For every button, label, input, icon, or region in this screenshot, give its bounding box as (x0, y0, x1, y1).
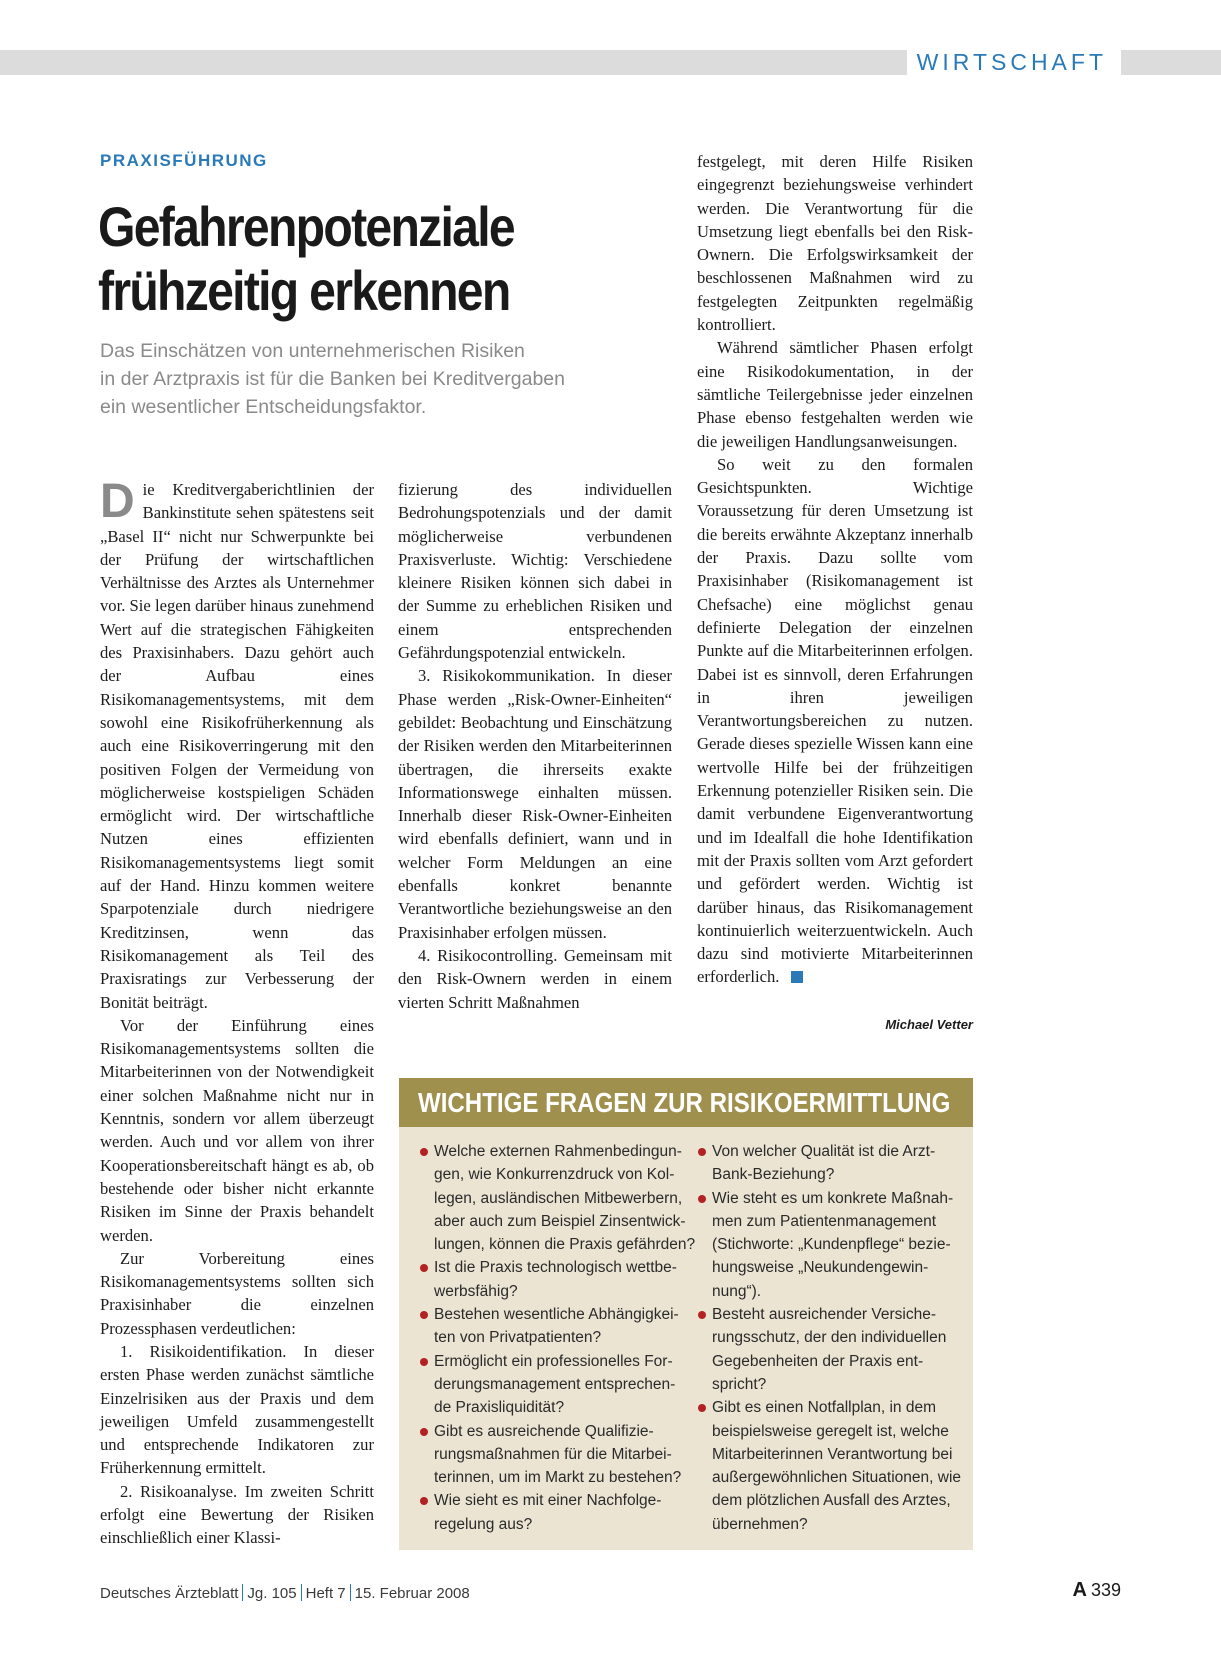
question-item (697, 1303, 959, 1396)
end-mark-icon (791, 971, 803, 983)
question-line: ten von Privatpatienten? (434, 1329, 602, 1347)
question-line: regelung aus? (434, 1515, 533, 1533)
journal-volume: Jg. 105 (247, 1585, 297, 1602)
footer-separator (350, 1584, 351, 1601)
question-line: legen, ausländischen Mitbewerbern, (434, 1189, 683, 1207)
bullet-icon (420, 1358, 428, 1366)
footer-separator (301, 1584, 302, 1601)
question-line: beispielsweise geregelt ist, welche (712, 1422, 949, 1440)
question-item (419, 1303, 681, 1350)
question-item (697, 1187, 959, 1303)
question-line: rungsschutz, der den individuellen (712, 1329, 947, 1347)
question-line: derungsmanagement entsprechen- (434, 1375, 676, 1393)
headline-line: frühzeitig erkennen (98, 259, 510, 322)
question-line: nung“). (712, 1282, 762, 1300)
question-item (419, 1256, 681, 1303)
body-paragraph: 4. Risikocontrolling. Gemeinsam mit den Risk-Ownern werden in einem vierten Schritt Maßnahmen (398, 945, 672, 1012)
questions-left-column (419, 1140, 696, 1536)
body-paragraph: 1. Risikoidentifikation. In dieser ersten Phase werden zunächst sämtliche Einzelrisiken aus der Praxis und dem jeweiligen Umfeld zusammengestellt und entsprechende Indikatoren zur Früherkennung ermittelt. (100, 1341, 374, 1478)
bullet-icon (698, 1311, 706, 1319)
body-column-1 (100, 475, 374, 1550)
footer-citation (100, 1584, 470, 1602)
question-line: Wie sieht es mit einer Nachfolge- (434, 1492, 662, 1510)
question-line: Ermöglicht ein professionelles For- (434, 1352, 673, 1370)
drop-cap: D (100, 475, 135, 528)
bullet-icon (698, 1148, 706, 1156)
question-line: Gibt es einen Notfallplan, in dem (712, 1399, 937, 1417)
section-label: WIRTSCHAFT (907, 46, 1121, 78)
article-kicker: PRAXISFÜHRUNG (100, 151, 268, 170)
question-line: Gibt es ausreichende Qualifizie- (434, 1422, 654, 1440)
author-byline: Michael Vetter (885, 1017, 973, 1032)
body-column-3 (697, 150, 973, 989)
body-paragraph: Vor der Einführung eines Risikomanagementsystems sollten die Mitarbeiterinnen von der Notwendigkeit einer solchen Maßnahme nicht nur in Kenntnis, sondern vor allem überzeugt werden. Auch und vor allem von ihrer Kooperationsbereitschaft hängt es ab, ob bestehende oder bisher nicht erkannte Risiken im Sinne der Praxis behandelt werden. (100, 1015, 374, 1245)
body-paragraph: festgelegt, mit deren Hilfe Risiken eingegrenzt beziehungsweise verhindert werden. Die Verantwortung für die Umsetzung liegt ebenfalls bei den Risk-Ownern. Die Erfolgswirksamkeit der beschlossenen Maßnahmen wird zu festgelegten Zeitpunkten regelmäßig kontrolliert. (697, 152, 973, 335)
question-line: Ist die Praxis technologisch wettbe- (434, 1259, 677, 1277)
headline-line: Gefahrenpotenziale (98, 195, 514, 258)
page-number: A 339 (1072, 1579, 1121, 1601)
bullet-icon (420, 1148, 428, 1156)
bullet-icon (698, 1404, 706, 1412)
question-line: lungen, können die Praxis gefährden? (434, 1236, 696, 1254)
article-deck (100, 337, 660, 421)
body-paragraph: Während sämtlicher Phasen erfolgt eine Risikodokumentation, in der sämtliche Teilergebnisse jeder einzelnen Phase ebenso festgehalten werden wie die jeweiligen Handlungsanweisungen. (697, 338, 973, 451)
journal-name: Deutsches Ärzteblatt (100, 1585, 239, 1602)
bullet-icon (420, 1311, 428, 1319)
body-column-2 (398, 478, 672, 1014)
question-line: außergewöhnlichen Situationen, wie (712, 1469, 962, 1487)
article-headline (98, 195, 580, 323)
bullet-icon (698, 1195, 706, 1203)
deck-line: Das Einschätzen von unternehmerischen Risiken (100, 340, 525, 362)
questions-right-column (697, 1140, 962, 1536)
question-item (419, 1489, 681, 1536)
deck-line: in der Arztpraxis ist für die Banken bei Kreditvergaben (100, 368, 566, 390)
body-paragraph: 2. Risikoanalyse. Im zweiten Schritt erfolgt eine Bewertung der Risiken einschließlich einer Klassi- (100, 1481, 374, 1548)
question-item (697, 1396, 962, 1536)
question-item (419, 1140, 696, 1256)
deck-line: ein wesentlicher Entscheidungsfaktor. (100, 396, 427, 418)
body-paragraph: fizierung des individuellen Bedrohungspotenzials und der damit möglicherweise verbundenen Praxisverluste. Wichtig: Verschiedene kleinere Risiken können sich dabei in der Summe zu erheblichen Risiken und einem entsprechenden Gefährdungspotenzial entwickeln. (398, 480, 672, 663)
body-paragraph: Zur Vorbereitung eines Risikomanagementsystems sollten sich Praxisinhaber die einzelnen Prozessphasen verdeutlichen: (100, 1248, 374, 1338)
body-paragraph: Die Kreditvergaberichtlinien der Bankinstitute sehen spätestens seit „Basel II“ nicht nur Schwerpunkte bei der Prüfung der wirtschaftlichen Verhältnisse des Arztes als Unternehmer vor. Sie legen darüber hinaus zunehmend Wert auf die strategischen Fähigkeiten des Praxisinhabers. Dazu gehört auch der Aufbau eines Risikomanagementsystems, mit dem sowohl eine Risikofrüherkennung als auch eine Risikoverringerung mit den positiven Folgen der Vermeidung von möglicherweise kostspieligen Schäden ermöglicht wird. Der wirtschaftliche Nutzen eines effizienten Risikomanagementsystems liegt somit auf der Hand. Hinzu kommen weitere Sparpotenziale durch niedrigere Kreditzinsen, wenn das Risikomanagement als Teil des Praxisratings zur Verbesserung der Bonität beiträgt. (100, 475, 374, 1012)
question-line: aber auch zum Beispiel Zinsentwick- (434, 1212, 686, 1230)
bullet-icon (420, 1497, 428, 1505)
question-item (697, 1140, 959, 1187)
body-paragraph: So weit zu den formalen Gesichtspunkten. Wichtige Voraussetzung für deren Umsetzung ist die bereits erwähnte Akzeptanz innerhalb der Praxis. Dazu sollte vom Praxisinhaber (Risikomanagement ist Chefsache) eine möglichst genau definierte Delegation der einzelnen Punkte auf die Mitarbeiterinnen erfolgen. Dabei ist es sinnvoll, deren Erfahrungen in ihren jeweiligen Verantwortungsbereichen zu nutzen. Gerade dieses spezielle Wissen kann eine wertvolle Hilfe bei der frühzeitigen Erkennung potenzieller Risiken sein. Die damit verbundene Eigenverantwortung und im Idealfall die hohe Identifikation mit der Praxis sollten vom Arzt gefordert und gefördert werden. Wichtig ist darüber hinaus, das Risikomanagement kontinuierlich weiterzuentwickeln. Auch dazu sind motivierte Mitarbeiterinnen erforderlich. (697, 454, 973, 987)
question-item (419, 1350, 681, 1420)
question-line: Wie steht es um konkrete Maßnah- (712, 1189, 954, 1207)
question-line: Gegebenheiten der Praxis ent- (712, 1352, 924, 1370)
question-line: terinnen, um im Markt zu bestehen? (434, 1469, 682, 1487)
question-line: Bank-Beziehung? (712, 1166, 835, 1184)
question-line: hungsweise „Neukundengewin- (712, 1259, 929, 1277)
question-line: Von welcher Qualität ist die Arzt- (712, 1143, 936, 1160)
body-paragraph: 3. Risikokommunikation. In dieser Phase werden „Risk-Owner-Einheiten“ gebildet: Beobachtung und Einschätzung der Risiken werden den Mitarbeiterinnen übertragen, die ihrerseits exakte Informationswege einhalten müssen. Innerhalb dieser Risk-Owner-Einheiten wird ebenfalls definiert, wann und in welcher Form Meldungen an eine ebenfalls konkret benannte Verantwortliche beziehungsweise an den Praxisinhaber erfolgen müssen. (398, 666, 672, 942)
question-line: Welche externen Rahmenbedingun- (434, 1143, 682, 1160)
bullet-icon (420, 1428, 428, 1436)
question-line: gen, wie Konkurrenzdruck von Kol- (434, 1166, 675, 1184)
journal-date: 15. Februar 2008 (354, 1585, 470, 1602)
questions-box (399, 1078, 973, 1550)
journal-issue: Heft 7 (305, 1585, 346, 1602)
question-line: dem plötzlichen Ausfall des Arztes, (712, 1492, 951, 1510)
question-line: de Praxisliquidität? (434, 1399, 565, 1417)
footer-separator (242, 1584, 243, 1601)
question-line: Bestehen wesentliche Abhängigkei- (434, 1306, 679, 1324)
question-line: spricht? (712, 1375, 767, 1393)
question-line: Besteht ausreichender Versiche- (712, 1306, 937, 1324)
question-line: Mitarbeiterinnen Verantwortung bei (712, 1445, 953, 1463)
bullet-icon (420, 1264, 428, 1272)
question-line: men zum Patientenmanagement (712, 1212, 937, 1230)
question-line: werbsfähig? (434, 1282, 518, 1300)
question-line: übernehmen? (712, 1515, 808, 1533)
questions-box-title: WICHTIGE FRAGEN ZUR RISIKOERMITTLUNG (399, 1078, 973, 1127)
question-line: (Stichworte: „Kundenpflege“ bezie- (712, 1236, 951, 1254)
question-line: rungsmaßnahmen für die Mitarbei- (434, 1445, 672, 1463)
question-item (419, 1420, 681, 1490)
